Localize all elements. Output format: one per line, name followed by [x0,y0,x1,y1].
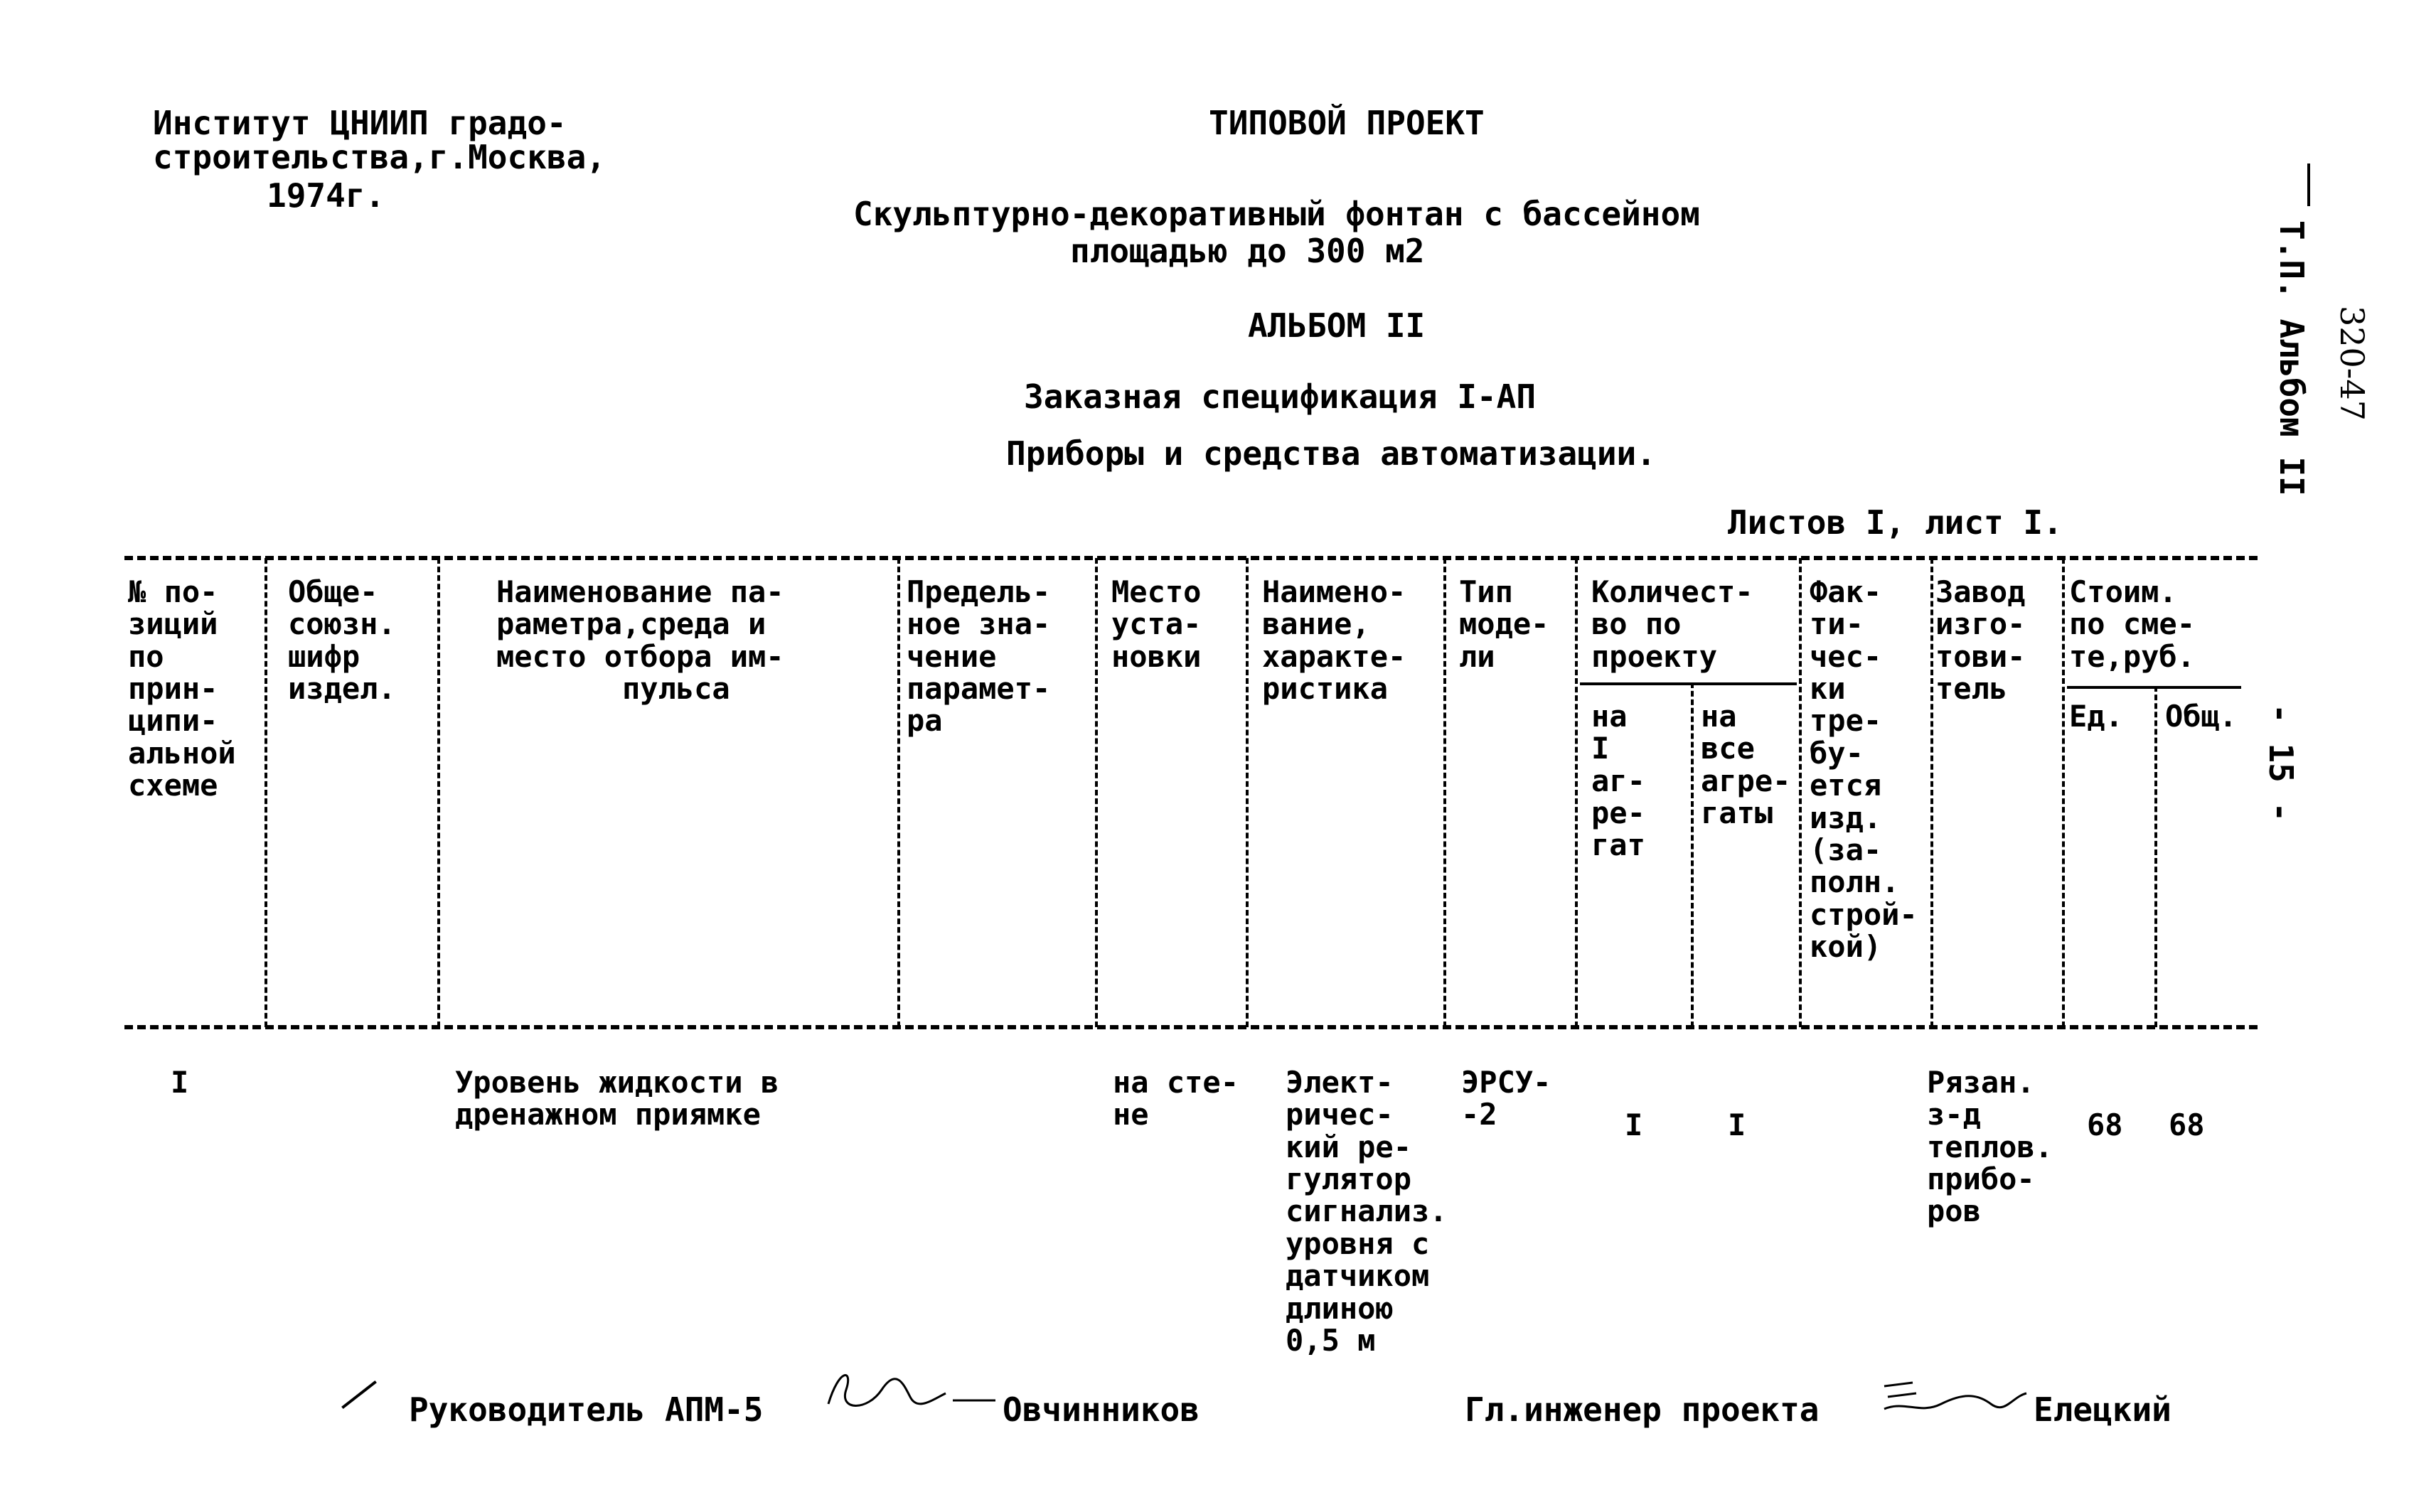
signature-left-handwriting [825,1361,1003,1418]
row-place: на сте- не [1113,1065,1239,1132]
header-actual: Фак- ти- чес- ки тре- бу- ется изд. (за- полн. строй- кой) [1810,574,1918,964]
header-code: Обще- союзн. шифр издел. [288,574,396,707]
header-maker: Завод изго- тови- тель [1935,574,2026,707]
signature-right-name: Елецкий [2034,1390,2171,1429]
header-qty-all: на все агре- гаты [1701,699,1791,831]
row-qty-one: I [1625,1108,1643,1142]
header-cost-total: Общ. [2165,699,2238,734]
header-model: Тип моде- ли [1459,574,1549,674]
side-page-number: - 15 - [2262,704,2300,822]
project-title-line2: площадью до 300 м2 [1070,232,1425,270]
table-top-border [124,556,2258,560]
header-cost-group: Стоим. по сме- те,руб. [2069,574,2196,674]
col-divider-4 [1095,558,1098,1027]
signature-right-handwriting [1877,1365,2034,1422]
row-qty-all: I [1728,1108,1746,1142]
header-cost-unit: Ед. [2069,699,2123,734]
spec-title: Заказная спецификация I-АП [1024,377,1537,416]
header-parameter: Наименование па- раметра,среда и место отбора им- пульса [496,574,784,707]
row-parameter: Уровень жидкости в дренажном приямке [455,1065,779,1132]
row-cost-unit: 68 [2087,1108,2123,1142]
col-divider-7 [1575,558,1578,1027]
cost-group-underline [2067,686,2241,689]
col-divider-5 [1246,558,1249,1027]
side-tick-mark [2307,163,2310,206]
row-position: I [171,1065,189,1100]
row-name: Элект- ричес- кий ре- гулятор сигнализ. уровня с датчиком длиною 0,5 м [1286,1065,1448,1358]
col-divider-qty [1691,682,1694,1027]
header-qty-group: Количест- во по проекту [1591,574,1753,674]
institute-line2: строительства,г.Москва, [153,138,606,176]
signature-stroke-mark [341,1380,377,1409]
header-qty-one: на I аг- ре- гат [1591,699,1645,863]
institute-year: 1974г. [267,176,385,215]
col-divider-2 [437,558,440,1027]
col-divider-cost [2154,686,2157,1027]
institute-line1: Институт ЦНИИП градо- [153,104,567,142]
album-title: АЛЬБОМ II [1248,306,1426,345]
col-divider-9 [1930,558,1933,1027]
header-place: Место уста- новки [1111,574,1202,674]
sheet-count: Листов I, лист I. [1728,503,2063,542]
col-divider-8 [1799,558,1802,1027]
row-model: ЭРСУ- -2 [1461,1065,1551,1132]
side-handwritten-number: 320-47 [2333,306,2371,421]
project-type: ТИПОВОЙ ПРОЕКТ [1209,104,1485,142]
col-divider-3 [897,558,900,1027]
col-divider-1 [265,558,267,1027]
signature-left-name: Овчинников [1003,1390,1200,1429]
signature-right-role: Гл.инженер проекта [1465,1390,1820,1429]
row-cost-total: 68 [2169,1108,2205,1142]
side-stamp: Т.П. Альбом II [2272,220,2311,496]
project-title-line1: Скульптурно-декоративный фонтан с бассейном [853,195,1700,233]
header-position: № по- зиций по прин- ципи- альной схеме [128,574,236,803]
qty-group-underline [1580,682,1797,685]
spec-subtitle: Приборы и средства автоматизации. [1006,434,1656,473]
col-divider-6 [1443,558,1446,1027]
header-name: Наимено- вание, характе- ристика [1262,574,1406,707]
header-limit: Предель- ное зна- чение парамет- ра [907,574,1051,739]
signature-left-role: Руководитель АПМ-5 [409,1390,764,1429]
row-maker: Рязан. з-д теплов. прибо- ров [1927,1065,2053,1229]
col-divider-10 [2062,558,2065,1027]
table-header-bottom-border [124,1025,2258,1029]
